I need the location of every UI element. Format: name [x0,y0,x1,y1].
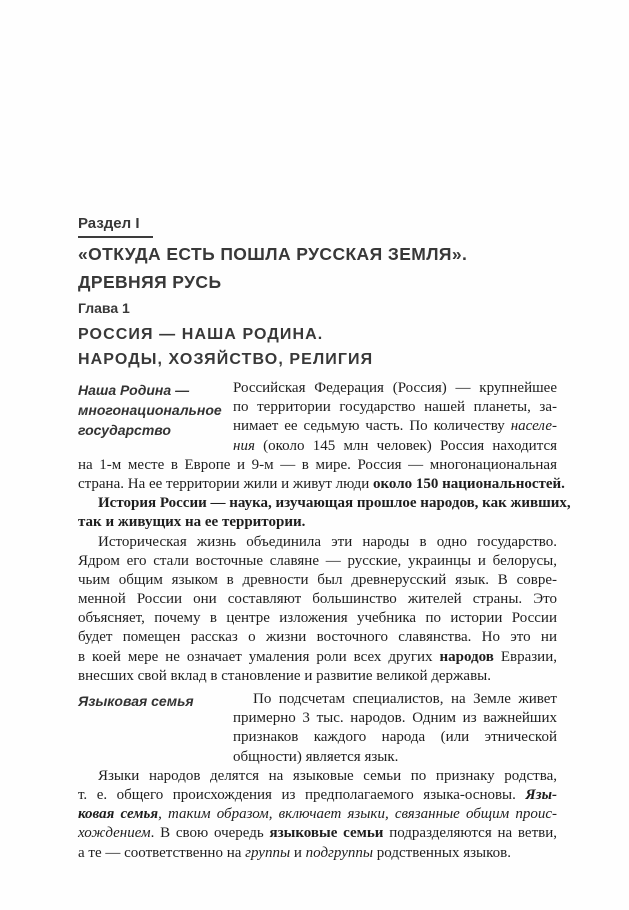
text-block-homeland [78,379,571,686]
text-line [78,609,557,628]
text-line [233,379,557,398]
margin-note-line: государство [78,422,171,438]
text-line [78,667,557,686]
section-title-line: ДРЕВНЯЯ РУСЬ [78,272,222,292]
text-run: народов [439,648,494,665]
text-run: языковые семьи [269,825,384,842]
text-block-language-family [78,690,557,863]
margin-note-homeland [78,380,230,440]
text-line [78,824,557,843]
section-title [78,240,467,296]
text-run: Российская Федерация (Россия) — крупнейшее [233,380,557,396]
text-line [78,456,557,475]
text-run: Ядром его стали восточные славяне — русские, украинцы и белорусы, [78,552,557,569]
text-line [78,475,565,494]
text-line [78,552,557,571]
margin-note-line: многонациональное [78,402,222,418]
text-run: ковая семья [78,806,159,823]
text-run: т. е. общего происхождения из предполагаемого языка-основы. [78,786,526,803]
margin-note-line: Наша Родина — [78,382,190,398]
text-line [78,628,557,647]
text-run: по территории государство нашей планеты, за- [233,399,557,416]
section-label [78,215,153,238]
text-run: около 150 национальностей. [372,475,565,492]
text-run: объясняет, почему в центре изложения учебника по истории России [78,610,557,627]
text-run: признаков каждого народа (или этнической [233,729,557,746]
text-run: группы [245,844,291,861]
text-run: По подсчетам специалистов, на Земле живет [253,691,557,707]
text-line [78,805,557,824]
text-run: примерно 3 тыс. народов. Одним из важнейших [233,710,557,727]
text-run: менной России они составляют большинство жителей страны. Это [78,591,557,608]
margin-note-language-family [78,691,230,711]
column-paragraph [233,690,557,767]
text-line [233,398,557,417]
margin-note-line: Языковая семья [78,693,194,709]
text-line [78,533,557,552]
text-line [78,767,557,786]
text-run: Языки народов делятся на языковые семьи по признаку родства, [98,767,557,784]
text-run: населе- [510,418,557,435]
text-run: (около 145 млн человек) Россия находится [254,437,557,454]
text-line [233,709,557,728]
chapter-label: Глава 1 [78,300,130,316]
text-line [78,786,557,805]
text-run: будет помещен рассказ о жизни восточного славянства. Но это ни [78,629,557,646]
text-line [78,494,571,513]
text-run: подразделяются на ветви, [383,825,557,842]
text-run: ния [233,437,255,454]
text-line [78,844,557,863]
text-run: нимает ее седьмую часть. По количеству [233,418,511,435]
column-paragraph [233,379,557,456]
text-line [78,590,557,609]
text-line [78,513,557,532]
text-run: Язы- [525,786,557,803]
section-label-text: Раздел I [78,215,153,238]
text-run: подгруппы [305,844,374,861]
chapter-title-line: НАРОДЫ, ХОЗЯЙСТВО, РЕЛИГИЯ [78,350,374,368]
text-run: и [290,844,306,861]
text-line [78,571,557,590]
text-line [233,728,557,747]
text-run: общности) является язык. [233,748,399,765]
text-run: родственных языков. [373,844,511,861]
chapter-title-line: РОССИЯ — НАША РОДИНА. [78,326,324,343]
text-run: внесших свой вклад в становление и развитие великой державы. [78,667,491,684]
text-run: . В свою очередь [150,825,270,842]
text-run: хождением [78,825,151,842]
text-run: в коей мере не означает умаления роли всех других [78,648,440,665]
text-run: Евразии, [493,648,557,665]
text-run: , таким образом, включает языки, связанные общим проис- [158,806,557,823]
text-run: История России — наука, изучающая прошлое народов, как живших, [98,495,571,512]
text-run: а те — соответственно на [78,844,246,861]
text-run: чьим общим языком в древности был древнерусский язык. В совре- [78,571,557,588]
body-paragraphs [78,456,571,686]
text-run: страна. На ее территории жили и живут люди [78,475,373,492]
text-line [233,437,557,456]
text-run: на 1-м месте в Европе и 9-м — в мире. Россия — многонациональная [78,456,557,473]
text-line [78,648,557,667]
text-line [233,417,557,436]
text-line [233,748,557,767]
text-run: Историческая жизнь объединила эти народы в одно государство. [98,533,557,550]
text-run: так и живущих на ее территории. [78,514,306,531]
text-line [233,690,557,709]
chapter-title [78,323,373,372]
section-title-line: «ОТКУДА ЕСТЬ ПОШЛА РУССКАЯ ЗЕМЛЯ». [78,244,468,264]
body-paragraphs [78,767,557,863]
